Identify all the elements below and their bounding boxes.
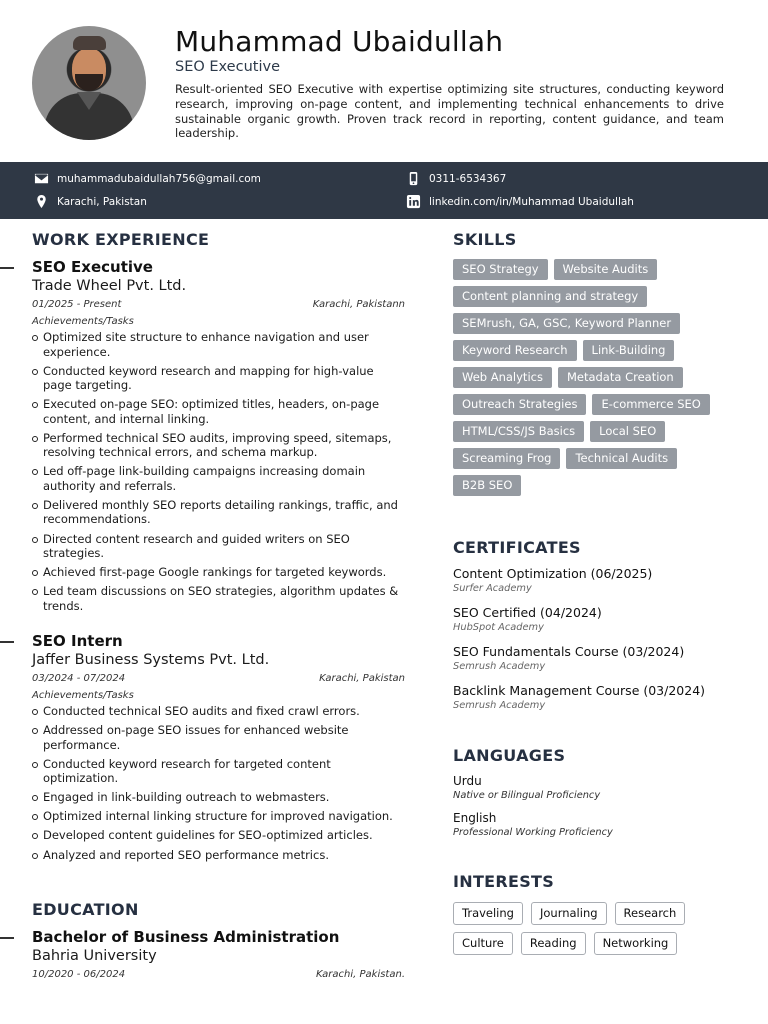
contact-linkedin[interactable] — [406, 194, 634, 209]
job-meta — [32, 296, 405, 314]
work-entry — [32, 632, 405, 867]
interest-tag: Traveling — [453, 902, 523, 925]
linkedin-text: linkedin.com/in/Muhammad Ubaidullah — [429, 195, 634, 208]
job-position: SEO Intern — [32, 632, 123, 650]
email-text: muhammadubaidullah756@gmail.com — [57, 172, 261, 185]
job-location: Karachi, Pakistann — [312, 299, 405, 310]
profile-photo — [32, 26, 146, 140]
skill-tag: HTML/CSS/JS Basics — [453, 421, 584, 442]
education-location: Karachi, Pakistan. — [315, 969, 405, 980]
task-list — [32, 704, 405, 862]
list-item: Analyzed and reported SEO performance metrics. — [32, 848, 405, 863]
interest-tag: Reading — [521, 932, 586, 955]
job-company: Trade Wheel Pvt. Ltd. — [32, 278, 187, 294]
job-meta — [32, 670, 405, 688]
skill-tag: Web Analytics — [453, 367, 552, 388]
skill-tag: SEMrush, GA, GSC, Keyword Planner — [453, 313, 680, 334]
linkedin-icon — [406, 194, 421, 209]
location-pin-icon — [34, 194, 49, 209]
skills-heading: SKILLS — [453, 230, 517, 249]
phone-icon — [406, 171, 421, 186]
interests-heading: INTERESTS — [453, 872, 555, 891]
skill-tag: Metadata Creation — [558, 367, 683, 388]
list-item: Engaged in link-building outreach to webmasters. — [32, 790, 405, 805]
resume-header — [0, 0, 768, 162]
education-meta — [32, 966, 405, 984]
skill-tag: Keyword Research — [453, 340, 577, 361]
skill-tag: Content planning and strategy — [453, 286, 647, 307]
education-dates: 10/2020 - 06/2024 — [32, 969, 126, 980]
list-item: Led team discussions on SEO strategies, algorithm updates & trends. — [32, 584, 405, 613]
skill-tag: Technical Audits — [566, 448, 677, 469]
list-item: Conducted keyword research for targeted content optimization. — [32, 757, 405, 786]
candidate-name: Muhammad Ubaidullah — [175, 25, 504, 58]
list-item: Performed technical SEO audits, improving speed, sitemaps, resolving technical errors, and schema markup. — [32, 431, 405, 460]
certificate-name: Content Optimization (06/2025) — [453, 566, 653, 581]
contact-location — [34, 194, 147, 209]
achievements-label: Achievements/Tasks — [32, 316, 134, 327]
job-company: Jaffer Business Systems Pvt. Ltd. — [32, 652, 270, 668]
contact-bar — [0, 162, 768, 219]
timeline-marker — [0, 267, 14, 269]
language-name: English — [453, 811, 497, 825]
certificate-issuer: Semrush Academy — [453, 661, 546, 672]
interest-tag: Journaling — [531, 902, 607, 925]
certificates-heading: CERTIFICATES — [453, 538, 581, 557]
list-item: Optimized internal linking structure for improved navigation. — [32, 809, 405, 824]
envelope-icon — [34, 171, 49, 186]
location-text: Karachi, Pakistan — [57, 195, 147, 208]
list-item: Addressed on-page SEO issues for enhanced website performance. — [32, 723, 405, 752]
task-list — [32, 330, 405, 613]
list-item: Developed content guidelines for SEO-optimized articles. — [32, 828, 405, 843]
education-entry — [32, 928, 405, 984]
certificate-name: SEO Fundamentals Course (03/2024) — [453, 644, 685, 659]
languages-list — [453, 774, 743, 848]
languages-heading: LANGUAGES — [453, 746, 566, 765]
language-level: Native or Bilingual Proficiency — [453, 790, 601, 801]
skill-tag: Local SEO — [590, 421, 665, 442]
timeline-marker — [0, 937, 14, 939]
timeline-marker — [0, 641, 14, 643]
certificate-issuer: Semrush Academy — [453, 700, 546, 711]
skill-tag: Outreach Strategies — [453, 394, 586, 415]
list-item: Conducted keyword research and mapping for high-value page targeting. — [32, 364, 405, 393]
profile-summary: Result-oriented SEO Executive with expertise optimizing site structures, conducting keyword research, improving on-page content, and implementing technical enhancements to drive sustainable organic growth. Proven track record in reporting, content guidance, and team leadership. — [175, 82, 724, 141]
interest-tag: Research — [615, 902, 686, 925]
education-heading: EDUCATION — [32, 900, 139, 919]
work-entry — [32, 258, 405, 618]
skill-tag: SEO Strategy — [453, 259, 548, 280]
interest-tag: Culture — [453, 932, 513, 955]
list-item: Executed on-page SEO: optimized titles, headers, on-page content, and internal linking. — [32, 397, 405, 426]
work-experience-heading: WORK EXPERIENCE — [32, 230, 210, 249]
achievements-label: Achievements/Tasks — [32, 690, 134, 701]
contact-email[interactable] — [34, 171, 261, 186]
certificate-issuer: Surfer Academy — [453, 583, 532, 594]
certificate-name: Backlink Management Course (03/2024) — [453, 683, 706, 698]
interests-list — [453, 902, 723, 955]
certificates-list — [453, 566, 743, 722]
job-location: Karachi, Pakistan — [319, 673, 405, 684]
phone-text: 0311-6534367 — [429, 172, 507, 185]
skill-tag: B2B SEO — [453, 475, 521, 496]
skill-tag: Link-Building — [583, 340, 675, 361]
list-item: Achieved first-page Google rankings for targeted keywords. — [32, 565, 405, 580]
certificate-name: SEO Certified (04/2024) — [453, 605, 602, 620]
list-item: Conducted technical SEO audits and fixed crawl errors. — [32, 704, 405, 719]
list-item: Optimized site structure to enhance navigation and user experience. — [32, 330, 405, 359]
candidate-title: SEO Executive — [175, 59, 280, 75]
skills-list — [453, 259, 743, 496]
skill-tag: E-commerce SEO — [592, 394, 709, 415]
skill-tag: Website Audits — [554, 259, 658, 280]
certificate-issuer: HubSpot Academy — [453, 622, 544, 633]
list-item: Delivered monthly SEO reports detailing rankings, traffic, and recommendations. — [32, 498, 405, 527]
skill-tag: Screaming Frog — [453, 448, 560, 469]
school-name: Bahria University — [32, 948, 157, 964]
degree-name: Bachelor of Business Administration — [32, 928, 340, 946]
list-item: Led off-page link-building campaigns increasing domain authority and referrals. — [32, 464, 405, 493]
language-name: Urdu — [453, 774, 482, 788]
job-dates: 01/2025 - Present — [32, 299, 122, 310]
contact-phone[interactable] — [406, 171, 506, 186]
job-position: SEO Executive — [32, 258, 153, 276]
interest-tag: Networking — [594, 932, 678, 955]
job-dates: 03/2024 - 07/2024 — [32, 673, 126, 684]
language-level: Professional Working Proficiency — [453, 827, 613, 838]
list-item: Directed content research and guided writers on SEO strategies. — [32, 532, 405, 561]
